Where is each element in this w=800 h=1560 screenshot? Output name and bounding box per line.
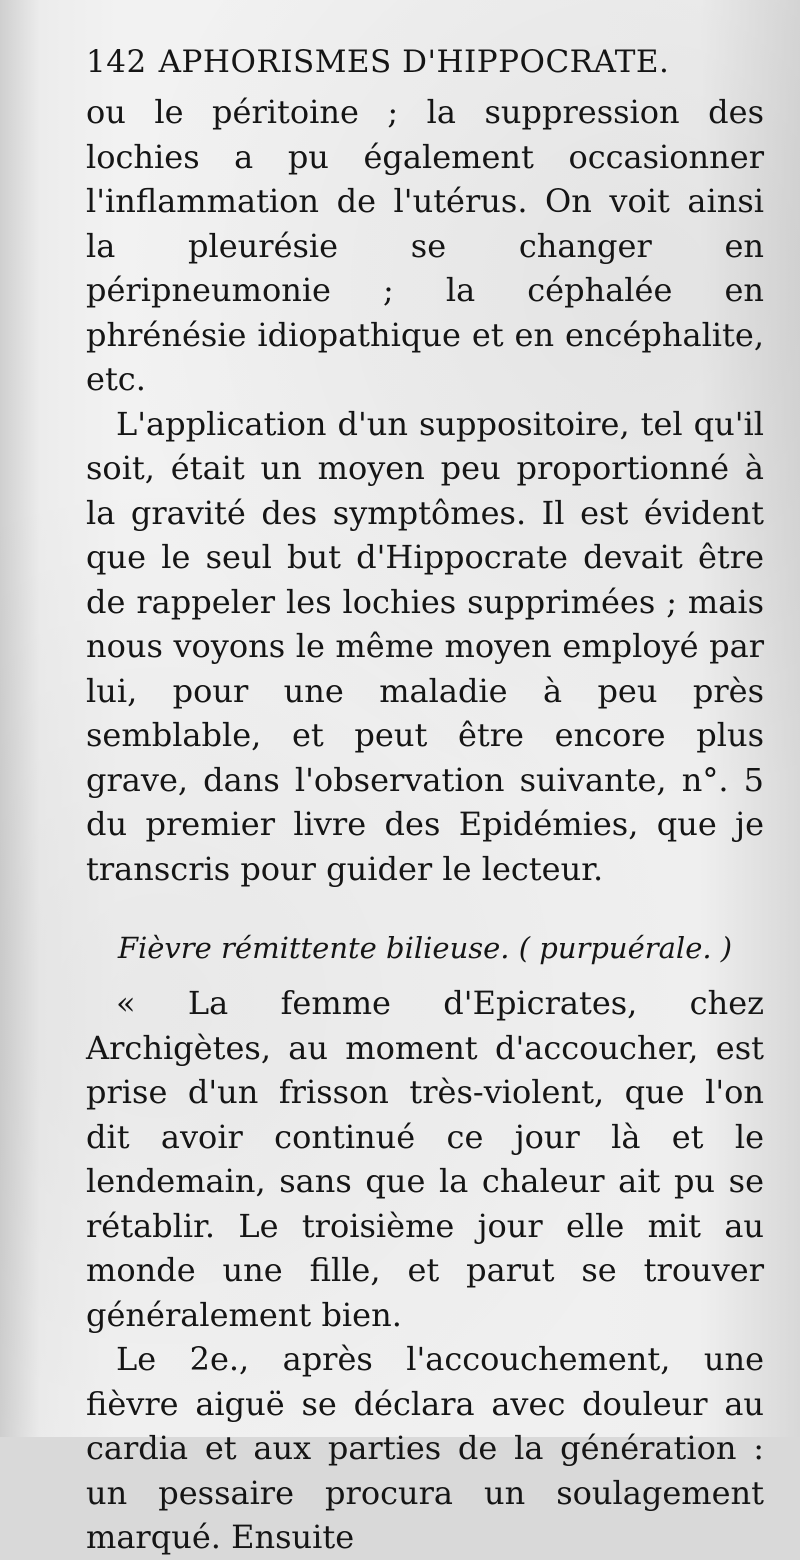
section-heading: Fièvre rémittente bilieuse. ( purpuérale. )	[117, 931, 733, 965]
paragraph-1: ou le péritoine ; la suppression des lochies a pu également occasionner l'inflammation de l'utérus. On voit ainsi la pleurésie se changer en péripneumonie ; la céphalée en phrénésie idiopathique et en encéphalite, etc.	[86, 93, 764, 398]
page-header	[86, 44, 764, 80]
running-title: APHORISMES D'HIPPOCRATE.	[158, 44, 670, 80]
page-number: 142	[86, 44, 147, 80]
paragraph-2: L'application d'un suppositoire, tel qu'il soit, était un moyen peu proportionné à la gravité des symptômes. Il est évident que le seul but d'Hippocrate devait être de rappeler les lochies supprimées ; mais nous voyons le même moyen employé par lui, pour une maladie à peu près semblable, et peut être encore plus grave, dans l'observation suivante, n°. 5 du premier livre des Epidémies, que je transcris pour guider le lecteur.	[86, 404, 764, 888]
paragraph-4: Le 2e., après l'accouchement, une fièvre aiguë se déclara avec douleur au cardia et aux parties de la génération : un pessaire procura un soulagement marqué. Ensuite	[86, 1340, 764, 1556]
paragraph-3: « La femme d'Epicrates, chez Archigètes, au moment d'accoucher, est prise d'un frisson très-violent, que l'on dit avoir continué ce jour là et le lendemain, sans que la chaleur ait pu se rétablir. Le troisième jour elle mit au monde une fille, et parut se trouver généralement bien.	[86, 984, 764, 1334]
